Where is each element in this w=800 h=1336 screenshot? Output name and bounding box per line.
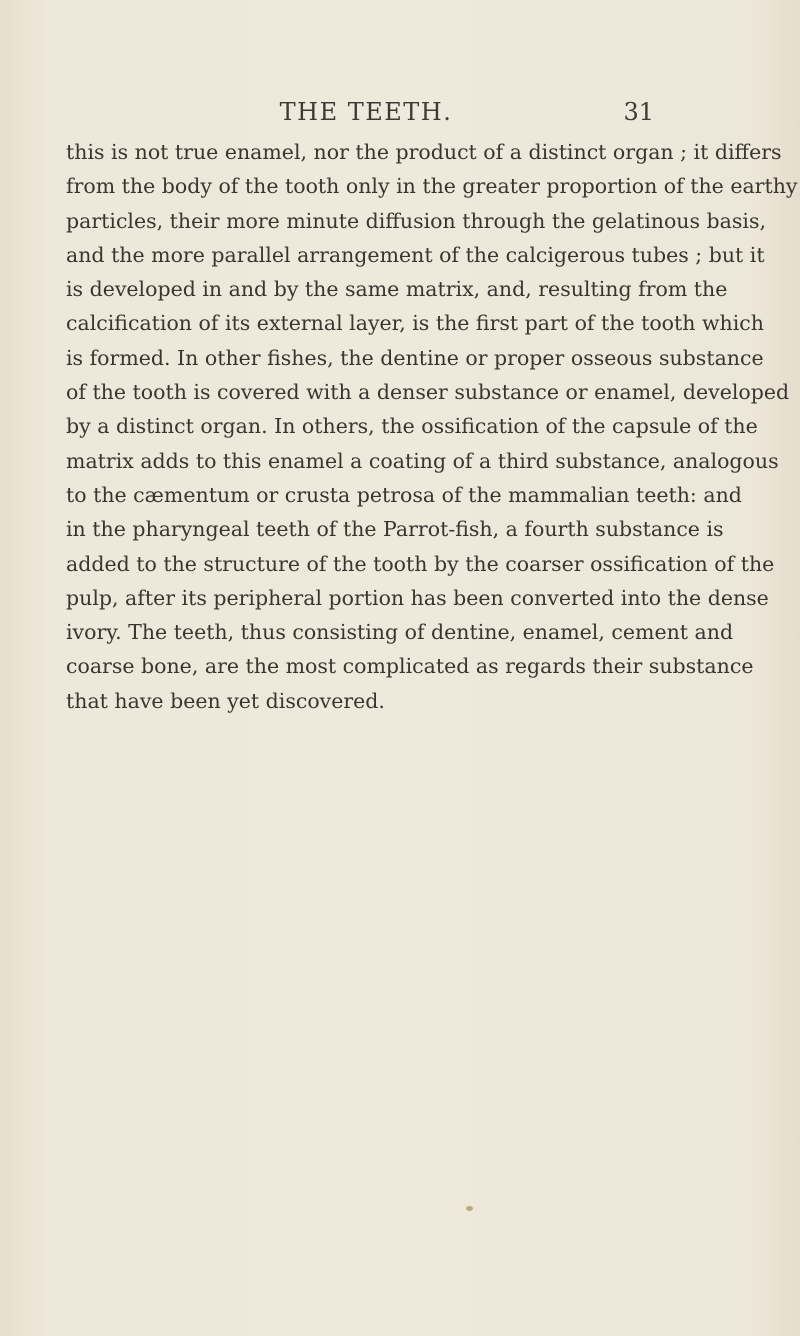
- text-line: added to the structure of the tooth by the coarser ossification of the: [66, 551, 775, 576]
- text-line: from the body of the tooth only in the greater proportion of the earthy: [66, 174, 798, 199]
- text-line: is developed in and by the same matrix, and, resulting from the: [66, 277, 728, 302]
- text-line: coarse bone, are the most complicated as regards their substance: [66, 654, 754, 679]
- text-line: matrix adds to this enamel a coating of a third substance, analogous: [66, 448, 779, 473]
- page-header: [66, 98, 666, 138]
- running-title: THE TEETH.: [279, 98, 453, 126]
- text-line: calcification of its external layer, is the first part of the tooth which: [66, 311, 764, 336]
- text-line: is formed. In other fishes, the dentine or proper osseous substance: [66, 345, 764, 370]
- body-paragraph: [66, 135, 798, 718]
- page-number: 31: [623, 98, 654, 126]
- text-line: to the cæmentum or crusta petrosa of the mammalian teeth: and: [66, 482, 742, 507]
- text-line: ivory. The teeth, thus consisting of dentine, enamel, cement and: [66, 620, 734, 645]
- text-line: in the pharyngeal teeth of the Parrot-fish, a fourth substance is: [66, 517, 724, 542]
- text-line: by a distinct organ. In others, the ossification of the capsule of the: [66, 414, 758, 439]
- text-line: particles, their more minute diffusion through the gelatinous basis,: [66, 208, 766, 233]
- text-line: and the more parallel arrangement of the calcigerous tubes ; but it: [66, 242, 765, 267]
- ink-speck: [466, 1206, 473, 1211]
- text-line: this is not true enamel, nor the product of a distinct organ ; it differs: [66, 140, 782, 164]
- text-line: that have been yet discovered.: [66, 688, 385, 713]
- text-line: pulp, after its peripheral portion has been converted into the dense: [66, 585, 769, 610]
- text-line: of the tooth is covered with a denser substance or enamel, developed: [66, 380, 790, 405]
